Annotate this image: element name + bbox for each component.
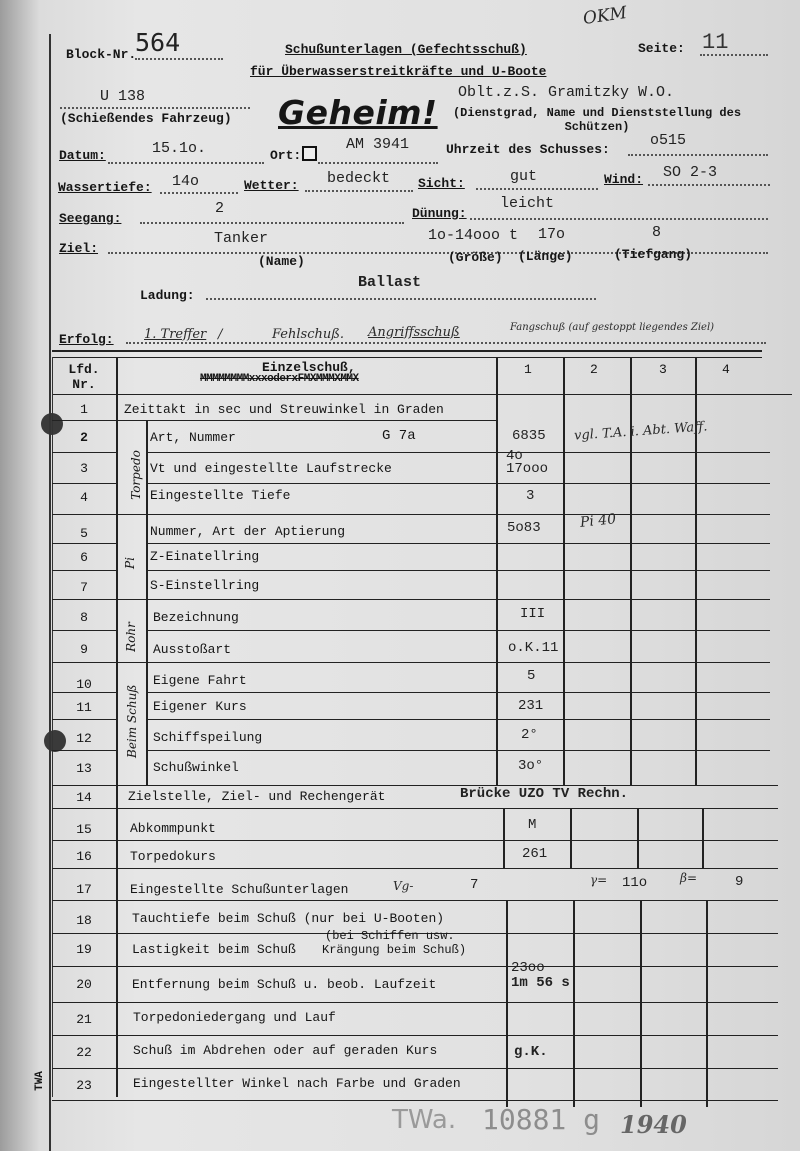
row-label-11: Eigener Kurs bbox=[153, 699, 247, 714]
row-nr-9: 9 bbox=[80, 642, 88, 657]
value-12: 2° bbox=[521, 727, 538, 743]
visibility-label: Sicht: bbox=[418, 176, 465, 191]
depth-value: 14o bbox=[172, 173, 200, 190]
row-line bbox=[52, 599, 770, 600]
row-nr-17: 17 bbox=[76, 882, 92, 897]
col-line-3-lower bbox=[637, 808, 639, 868]
row-nr-20: 20 bbox=[76, 977, 92, 992]
row-line bbox=[52, 420, 496, 421]
group-label-beim-schuss: Beim Schuß bbox=[125, 684, 139, 758]
row-line bbox=[52, 785, 778, 786]
header-struck-text: MMMMMMMMxxxoderxFMXMMMXMMX bbox=[200, 373, 359, 385]
value-9: o.K.11 bbox=[508, 640, 559, 656]
row-label-16: Torpedokurs bbox=[130, 849, 216, 864]
row-line bbox=[52, 750, 116, 751]
row-line bbox=[146, 483, 770, 484]
col-line-1-lower bbox=[503, 808, 505, 868]
group-label-pi: Pi bbox=[123, 557, 137, 569]
gamma-label: γ= bbox=[590, 873, 608, 887]
row-line bbox=[52, 630, 116, 631]
row-label-19b: (bei Schiffen usw. bbox=[325, 929, 455, 943]
sea-label: Seegang: bbox=[59, 211, 122, 226]
value-4: 3 bbox=[526, 488, 535, 504]
row-line bbox=[146, 719, 770, 720]
row-nr-22: 22 bbox=[76, 1045, 92, 1060]
row-line bbox=[52, 662, 770, 663]
target-label: Ziel: bbox=[59, 241, 99, 256]
header-lfd: Lfd. bbox=[68, 362, 100, 377]
row-label-10: Eigene Fahrt bbox=[153, 673, 247, 688]
place-label: Ort: bbox=[270, 148, 302, 163]
row-label-3: Vt und eingestellte Laufstrecke bbox=[150, 461, 392, 476]
col-line-1 bbox=[496, 357, 498, 785]
target-draft-value: 8 bbox=[652, 224, 662, 241]
form-title-line2: für Überwasserstreitkräfte und U-Boote bbox=[250, 64, 547, 79]
swell-label: Dünung: bbox=[412, 206, 467, 221]
value-16: 261 bbox=[522, 846, 548, 862]
header-nr: Nr. bbox=[72, 377, 96, 392]
date-value: 15.1o. bbox=[152, 140, 207, 157]
target-size-label: (Größe) bbox=[448, 250, 503, 265]
row-nr-19: 19 bbox=[76, 942, 92, 957]
target-length-value: 17o bbox=[538, 226, 566, 243]
row-nr-16: 16 bbox=[76, 849, 92, 864]
col-line-3-bottom bbox=[640, 900, 642, 1107]
header-title: Einzelschuß, bbox=[262, 360, 356, 375]
row-label-5: Nummer, Art der Aptierung bbox=[150, 524, 346, 539]
row-nr-15: 15 bbox=[76, 822, 92, 837]
weather-label: Wetter: bbox=[244, 178, 299, 193]
beta-value: 9 bbox=[735, 874, 744, 890]
row-nr-8: 8 bbox=[80, 610, 88, 625]
row-label-19: Lastigkeit beim Schuß bbox=[132, 942, 296, 957]
weather-value: bedeckt bbox=[327, 170, 391, 187]
value-20a: 23oo bbox=[511, 960, 545, 976]
row-line bbox=[52, 570, 116, 571]
block-value: 564 bbox=[135, 28, 181, 57]
result-catch: Fangschuß (auf gestoppt liegendes Ziel) bbox=[510, 322, 715, 333]
result-misses: Fehlschuß. bbox=[272, 327, 345, 342]
target-name-label: (Name) bbox=[258, 254, 305, 269]
row-label-6: Z-Einatellring bbox=[150, 549, 260, 564]
row-label-20: Entfernung beim Schuß u. beob. Laufzeit bbox=[132, 977, 437, 992]
col-line-2-lower bbox=[570, 808, 572, 868]
shooter-value: Oblt.z.S. Gramitzky W.O. bbox=[458, 84, 675, 101]
row-nr-1: 1 bbox=[80, 402, 88, 417]
value-3a: 4o bbox=[506, 448, 523, 464]
row-nr-18: 18 bbox=[76, 913, 92, 928]
row-label-7: S-Einstellring bbox=[150, 578, 260, 593]
vessel-label: (Schießendes Fahrzeug) bbox=[60, 111, 232, 126]
value-3b: 17ooo bbox=[506, 461, 549, 477]
row-label-8: Bezeichnung bbox=[153, 610, 239, 625]
row-nr-21: 21 bbox=[76, 1012, 92, 1027]
target-name-value: Tanker bbox=[214, 230, 269, 247]
row-line bbox=[52, 1100, 778, 1101]
header-col-3: 3 bbox=[659, 362, 667, 377]
row-nr-10: 10 bbox=[76, 677, 92, 692]
value-5: 5o83 bbox=[507, 520, 541, 536]
beta-label: β= bbox=[680, 871, 697, 885]
vg-value: 7 bbox=[470, 877, 479, 893]
row-label-19c: Krängung beim Schuß) bbox=[322, 943, 467, 957]
table-header-bottom bbox=[52, 394, 792, 395]
time-label: Uhrzeit des Schusses: bbox=[446, 142, 610, 157]
row-line bbox=[146, 692, 770, 693]
cargo-label: Ladung: bbox=[140, 288, 195, 303]
value-14: Brücke UZO TV Rechn. bbox=[460, 786, 629, 802]
vessel-value: U 138 bbox=[100, 88, 146, 105]
page-label: Seite: bbox=[638, 41, 685, 56]
swell-value: leicht bbox=[500, 195, 555, 212]
row-nr-6: 6 bbox=[80, 550, 88, 565]
col-line-4-bottom bbox=[706, 900, 708, 1107]
table-top-line-inner bbox=[52, 357, 762, 358]
group-label-rohr: Rohr bbox=[124, 622, 138, 652]
row-label-14: Zielstelle, Ziel- und Rechengerät bbox=[128, 789, 386, 804]
value-20b: 1m 56 s bbox=[511, 975, 570, 991]
visibility-value: gut bbox=[510, 168, 538, 185]
time-value: o515 bbox=[650, 132, 687, 149]
cargo-value: Ballast bbox=[358, 274, 422, 291]
row-label-12: Schiffspeilung bbox=[153, 730, 263, 745]
result-attack: Angriffsschuß bbox=[368, 325, 460, 340]
row-label-21: Torpedoniedergang und Lauf bbox=[133, 1010, 336, 1025]
page-value: 11 bbox=[702, 30, 729, 55]
group-label-torpedo: Torpedo bbox=[129, 450, 143, 500]
target-size-value: 1o-14ooo t bbox=[428, 227, 519, 244]
row-line bbox=[52, 900, 778, 901]
gamma-value: 11o bbox=[622, 875, 648, 891]
row-line bbox=[52, 543, 116, 544]
value-8: III bbox=[520, 606, 546, 622]
row-line bbox=[146, 570, 770, 571]
row-line bbox=[52, 483, 116, 484]
row-line bbox=[52, 514, 770, 515]
row-extra-2: G 7a bbox=[382, 428, 416, 444]
header-col-2: 2 bbox=[590, 362, 598, 377]
row-nr-12: 12 bbox=[76, 731, 92, 746]
archive-stamp-number: 10881 g bbox=[482, 1103, 601, 1136]
note-5: Pi 40 bbox=[579, 511, 617, 531]
row-nr-4: 4 bbox=[80, 490, 88, 505]
form-title-line1: Schußunterlagen (Gefechtsschuß) bbox=[285, 42, 527, 57]
target-length-label: (Länge) bbox=[518, 249, 573, 264]
row-line bbox=[52, 719, 116, 720]
col-line-1-bottom bbox=[506, 900, 508, 1107]
vg-label: Vg- bbox=[393, 879, 414, 893]
row-label-15: Abkommpunkt bbox=[130, 821, 216, 836]
row-line bbox=[52, 966, 778, 967]
wind-value: SO 2-3 bbox=[663, 164, 718, 181]
row-label-23: Eingestellter Winkel nach Farbe und Graden bbox=[133, 1076, 461, 1091]
row-line bbox=[52, 1068, 778, 1069]
col-line-3 bbox=[630, 357, 632, 785]
row-label-18: Tauchtiefe beim Schuß (nur bei U-Booten) bbox=[132, 911, 445, 926]
row-line bbox=[146, 750, 770, 751]
shooter-label: (Dienstgrad, Name und Dienststellung des Schützen) bbox=[452, 106, 742, 134]
col-line-nr bbox=[116, 357, 118, 1097]
header-col-4: 4 bbox=[722, 362, 730, 377]
value-22: g.K. bbox=[514, 1044, 548, 1060]
row-label-13: Schußwinkel bbox=[153, 760, 239, 775]
value-2: 6835 bbox=[512, 428, 546, 444]
place-value: AM 3941 bbox=[346, 136, 410, 153]
row-line bbox=[146, 452, 770, 453]
note-2: vgl. T.A. i. Abt. Waff. bbox=[573, 419, 708, 444]
row-line bbox=[52, 808, 778, 809]
result-hits: 1. Treffer bbox=[144, 327, 207, 342]
row-nr-11: 11 bbox=[76, 700, 92, 715]
row-label-9: Ausstoßart bbox=[153, 642, 232, 657]
row-label-22: Schuß im Abdrehen oder auf geraden Kurs bbox=[133, 1043, 438, 1058]
row-line bbox=[52, 1035, 778, 1036]
value-10: 5 bbox=[527, 668, 536, 684]
row-line bbox=[52, 452, 116, 453]
archive-stamp-year: 1940 bbox=[620, 1110, 687, 1139]
value-11: 231 bbox=[518, 698, 544, 714]
group-col-line bbox=[146, 420, 148, 785]
date-label: Datum: bbox=[59, 148, 106, 163]
value-15: M bbox=[528, 817, 537, 833]
row-nr-14: 14 bbox=[76, 790, 92, 805]
row-label-17: Eingestellte Schußunterlagen bbox=[130, 882, 349, 897]
row-nr-5: 5 bbox=[80, 526, 88, 541]
row-nr-7: 7 bbox=[80, 580, 88, 595]
block-label: Block-Nr. bbox=[66, 47, 137, 62]
result-slash: / bbox=[218, 327, 223, 342]
wind-label: Wind: bbox=[604, 172, 644, 187]
side-mark: TWA bbox=[33, 1071, 46, 1091]
header-col-1: 1 bbox=[524, 362, 532, 377]
col-line-4-lower bbox=[702, 808, 704, 868]
col-line-2 bbox=[563, 357, 565, 785]
secret-stamp: Geheim! bbox=[278, 93, 438, 132]
archive-stamp-prefix: TWa. bbox=[392, 1105, 457, 1135]
row-nr-3: 3 bbox=[80, 461, 88, 476]
row-line bbox=[146, 630, 770, 631]
table-top-line bbox=[52, 350, 762, 352]
depth-label: Wassertiefe: bbox=[58, 180, 152, 195]
result-label: Erfolg: bbox=[59, 332, 114, 347]
row-line bbox=[52, 840, 778, 841]
target-draft-label: (Tiefgang) bbox=[614, 247, 693, 262]
row-label-1: Zeittakt in sec und Streuwinkel in Graden bbox=[124, 402, 444, 417]
row-line bbox=[52, 692, 116, 693]
row-nr-13: 13 bbox=[76, 761, 92, 776]
row-label-4: Eingestellte Tiefe bbox=[150, 488, 291, 503]
sea-value: 2 bbox=[215, 200, 225, 217]
row-line bbox=[52, 868, 778, 869]
row-nr-23: 23 bbox=[76, 1078, 92, 1093]
value-13: 3o° bbox=[518, 758, 544, 774]
row-label-2: Art, Nummer bbox=[150, 430, 236, 445]
row-line bbox=[52, 1002, 778, 1003]
col-line-2-bottom bbox=[573, 900, 575, 1107]
row-line bbox=[146, 543, 770, 544]
row-nr-2: 2 bbox=[80, 430, 88, 445]
corner-initials: OKM bbox=[581, 3, 629, 29]
